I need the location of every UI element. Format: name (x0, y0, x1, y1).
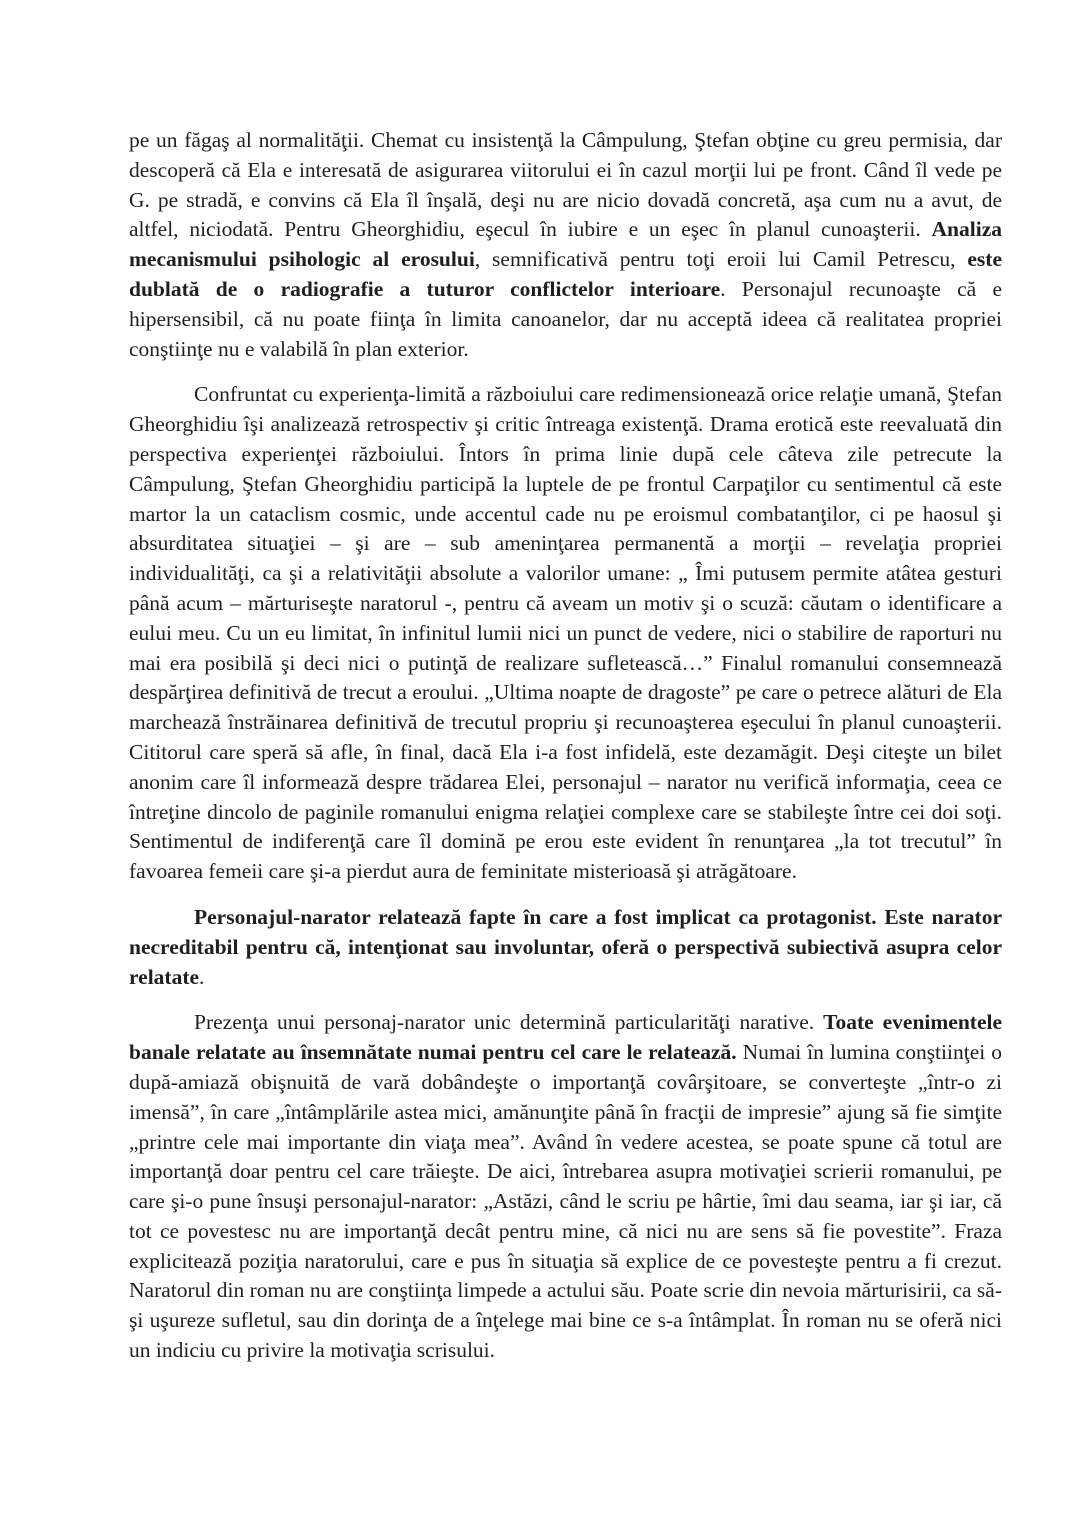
text-run: Confruntat cu experienţa-limită a războiului care redimensionează orice relaţie umană, Ştefan Gheorghidiu îşi analizează retrospectiv şi critic întreaga existenţă. Drama erotică este reevaluată din perspectiva experienţei războiului. Întors în prima linie după cele câteva zile petrecute la Câmpulung, Ştefan Gheorghidiu participă la luptele de pe frontul Carpaţilor cu sentimentul că este martor la un cataclism cosmic, unde accentul cade nu pe eroismul combatanţilor, ci pe haosul şi absurditatea situaţiei – şi are – sub ameninţarea permanentă a morţii – revelaţia propriei individualităţi, ca şi a relativităţii absolute a valorilor umane: „ Îmi putusem permite atâtea gesturi până acum – mărturiseşte naratorul -, pentru că aveam un motiv şi o scuză: căutam o identificare a eului meu. Cu un eu limitat, în infinitul lumii nici un punct de vedere, nici o stabilire de raporturi nu mai era posibilă şi deci nici o putinţă de realizare sufletească…” Finalul romanului consemnează despărţirea definitivă de trecut a eroului. „Ultima noapte de dragoste” pe care o petrece alături de Ela marchează înstrăinarea definitivă de trecutul propriu şi recunoaşterea eşecului în planul cunoaşterii. Cititorul care speră să afle, în final, dacă Ela i-a fost infidelă, este dezamăgit. Deşi citeşte un bilet anonim care îl informează despre trădarea Elei, personajul – narator nu verifică informaţia, ceea ce întreţine dincolo de paginile romanului enigma relaţiei complexe care se stabileşte între cei doi soţi. Sentimentul de indiferenţă care îl domină pe erou este evident în renunţarea „la tot trecutul” în favoarea femeii care şi-a pierdut aura de feminitate misterioasă şi atrăgătoare. (129, 382, 1002, 884)
text-run: pe un făgaş al normalităţii. Chemat cu insistenţă la Câmpulung, Ştefan obţine cu greu permisia, dar descoperă că Ela e interesată de asigurarea viitorului ei în cazul morţii lui pe front. Când îl vede pe G. pe stradă, e convins că Ela îl înşală, deşi nu are nicio dovadă concretă, aşa cum nu a avut, de altfel, niciodată. Pentru Gheorghidiu, eşecul în iubire e un eşec în planul cunoaşterii. (129, 128, 1002, 242)
text-run: Numai în lumina conştiinţei o după-amiază obişnuită de vară dobândeşte o importanţă covârşitoare, se converteşte „într-o zi imensă”, în care „întâmplările astea mici, amănunţite până în fracţii de impresie” ajung să fie simţite „printre cele mai importante din viaţa mea”. Având în vedere acestea, se poate spune că totul are importanţă doar pentru cel care trăieşte. De aici, întrebarea asupra motivaţiei scrierii romanului, pe care şi-o pune însuşi personajul-narator: „Astăzi, când le scriu pe hârtie, îmi dau seama, iar şi iar, că tot ce povestesc nu are importanţă decât pentru mine, că nici nu are sens să fie povestite”. Fraza explicitează poziţia naratorului, care e pus în situaţia să explice de ce povesteşte pentru a fi crezut. Naratorul din roman nu are conştiinţa limpede a actului său. Poate scrie din nevoia mărturisirii, ca să-şi uşureze sufletul, sau din dorinţa de a înţelege mai bine ce s-a întâmplat. În roman nu se oferă nici un indiciu cu privire la motivaţia scrisului. (129, 1040, 1002, 1363)
text-run: . Personajul recunoaşte că e hipersensibil, că nu poate fiinţa în limita canoanelor, dar nu acceptă ideea că realitatea propriei conştiinţe nu e valabilă în plan exterior. (129, 276, 1002, 361)
paragraph (129, 903, 1002, 992)
paragraph (129, 380, 1002, 887)
text-run-bold: Toate evenimentele banale relatate au însemnătate numai pentru cel care le relatează. (129, 1010, 1002, 1065)
paragraph (129, 1008, 1002, 1366)
paragraph (129, 126, 1002, 364)
text-run: . (199, 964, 205, 989)
text-run-bold: Personajul-narator relatează fapte în care a fost implicat ca protagonist. Este narator necreditabil pentru că, intenţionat sau involuntar, oferă o perspectivă subiectivă asupra celor relatate (129, 904, 1002, 989)
text-run: , semnificativă pentru toţi eroii lui Camil Petrescu, (474, 247, 968, 272)
document-content (129, 126, 1002, 1382)
text-run-bold: Analiza mecanismului psihologic al erosului (129, 217, 1002, 272)
text-run-bold: este dublată de o radiografie a tuturor conflictelor interioare (129, 247, 1002, 301)
text-run: Prezenţa unui personaj-narator unic determină particularităţi narative. (194, 1010, 824, 1035)
